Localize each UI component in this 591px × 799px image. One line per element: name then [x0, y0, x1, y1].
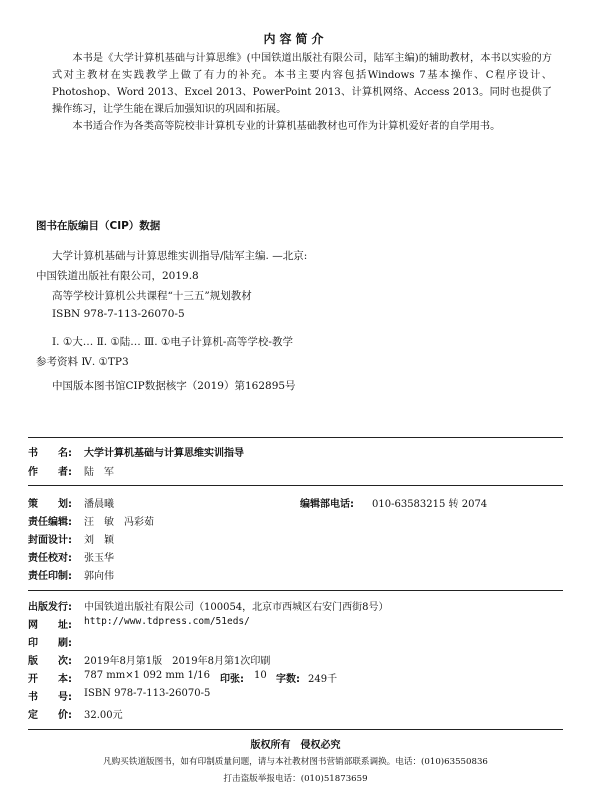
divider-staff	[28, 485, 563, 486]
cip-line-4: ISBN 978-7-113-26070-5	[52, 308, 185, 320]
proof-label: 责任校对:	[28, 553, 72, 564]
sheets-value: 10	[254, 670, 267, 681]
cip-line-3: 高等学校计算机公共课程“十三五”规划教材	[52, 290, 252, 302]
cip-line-2: 中国铁道出版社有限公司，2019.8	[36, 270, 199, 282]
publisher-label: 出版发行:	[28, 602, 72, 613]
isbn-label: 书 号:	[28, 692, 72, 703]
website-label: 网 址:	[28, 620, 72, 631]
footer-line-2: 打击盗版举报电话：(010)51873659	[223, 774, 368, 784]
website-value: http://www.tdpress.com/51eds/	[84, 616, 250, 627]
intro-body	[52, 50, 552, 135]
planner-label: 策 划:	[28, 499, 72, 510]
planner-value: 潘晨曦	[84, 499, 114, 510]
cip-line-1: 大学计算机基础与计算思维实训指导/陆军主编. —北京:	[52, 250, 308, 262]
print-manager-value: 郭向伟	[84, 571, 114, 582]
author-label: 作 者:	[28, 467, 72, 478]
cip-line-6: 参考资料 Ⅳ. ①TP3	[36, 356, 129, 368]
cip-line-7: 中国版本图书馆CIP数据核字（2019）第162895号	[52, 380, 296, 392]
intro-paragraph-2: 本书适合作为各类高等院校非计算机专业的计算机基础教材也可作为计算机爱好者的自学用书。	[72, 121, 501, 132]
divider-footer	[28, 729, 563, 730]
editor-value: 汪 敏 冯彩茹	[84, 517, 154, 528]
cover-value: 刘 颖	[84, 535, 114, 546]
price-value: 32.00元	[84, 710, 123, 721]
footer-line-1: 凡购买铁道版图书，如有印制质量问题，请与本社教材图书营销部联系调换。电话：(010)63550836	[103, 757, 488, 767]
format-label: 开 本:	[28, 674, 72, 685]
words-value: 249千	[308, 674, 338, 685]
print-manager-label: 责任印制:	[28, 571, 72, 582]
editor-label: 责任编辑:	[28, 517, 72, 528]
publisher-value: 中国铁道出版社有限公司（100054，北京市西城区右安门西街8号）	[84, 602, 389, 613]
intro-paragraph-1: 本书是《大学计算机基础与计算思维》(中国铁道出版社有限公司，陆军主编)的辅助教材，本书以实验的方式对主教材在实践教学上做了有力的补充。本书主要内容包括Windows 7基本操作、C程序设计、Photoshop、Word 2013、Excel 2013、PowerPoint 2013、计算机网络、Access 2013。同时也提供了操作练习，让学生能在课后加强知识的巩固和拓展。	[52, 53, 552, 115]
author-value: 陆 军	[84, 467, 114, 478]
cip-line-5: Ⅰ. ①大… Ⅱ. ①陆… Ⅲ. ①电子计算机-高等学校-教学	[52, 336, 293, 348]
divider-top	[28, 437, 563, 438]
price-label: 定 价:	[28, 710, 72, 721]
intro-title: 内容简介	[263, 32, 328, 46]
words-label: 字数:	[276, 674, 300, 685]
isbn-value: ISBN 978-7-113-26070-5	[84, 688, 211, 699]
divider-publish	[28, 590, 563, 591]
editorial-phone-value: 010-63583215 转 2074	[372, 499, 488, 510]
format-value: 787 mm×1 092 mm 1/16	[84, 670, 211, 681]
proof-value: 张玉华	[84, 553, 114, 564]
edition-value: 2019年8月第1版 2019年8月第1次印刷	[84, 656, 271, 667]
rights-notice: 版权所有 侵权必究	[250, 740, 341, 751]
cip-heading: 图书在版编目（CIP）数据	[36, 220, 161, 232]
editorial-phone-label: 编辑部电话:	[300, 499, 354, 510]
book-title-label: 书 名:	[28, 448, 72, 459]
cover-label: 封面设计:	[28, 535, 72, 546]
book-title-value: 大学计算机基础与计算思维实训指导	[84, 448, 244, 459]
sheets-label: 印张:	[220, 674, 244, 685]
edition-label: 版 次:	[28, 656, 72, 667]
printer-label: 印 刷:	[28, 638, 72, 649]
